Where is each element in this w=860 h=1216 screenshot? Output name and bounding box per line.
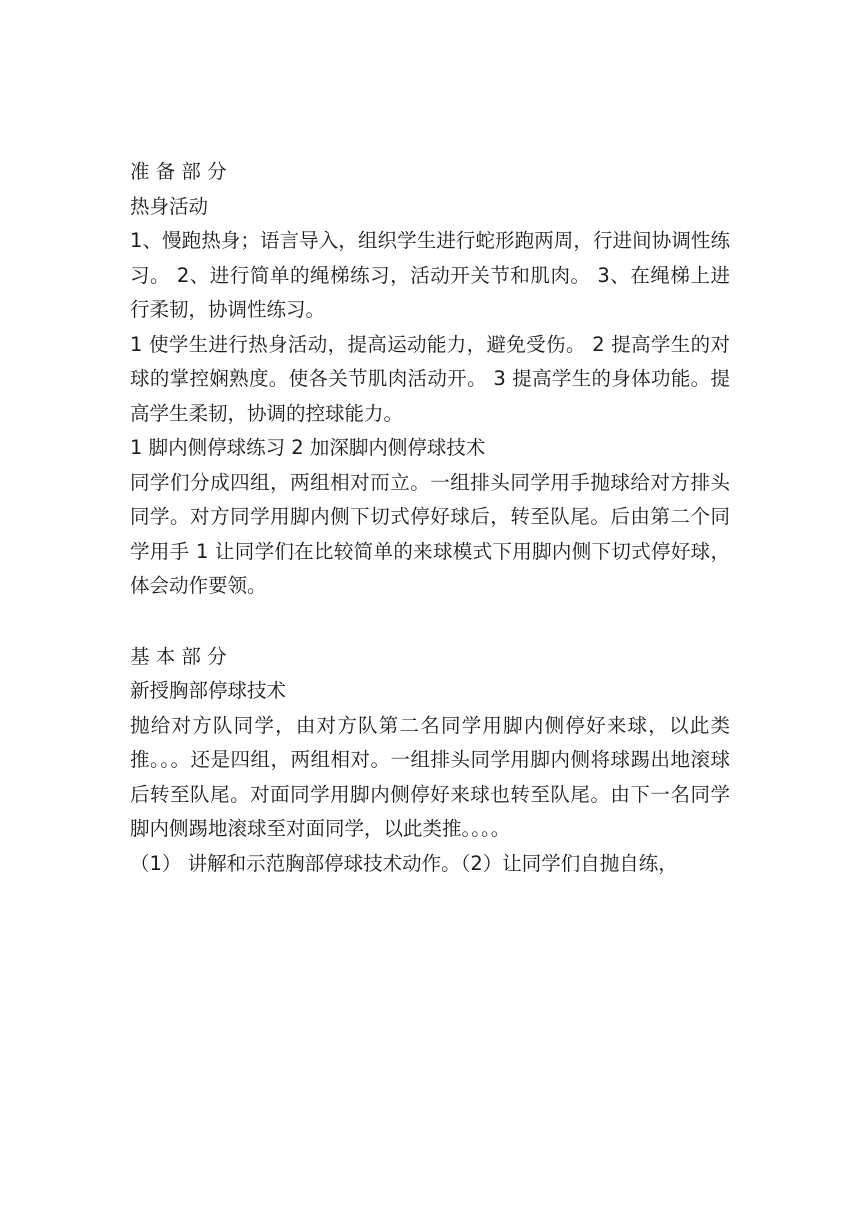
paragraph: 1 脚内侧停球练习 2 加深脚内侧停球技术 bbox=[130, 436, 486, 459]
paragraph: 1 使学生进行热身活动，提高运动能力，避免受伤。 2 提高学生的对球的掌控娴熟度。使各关节肌肉活动开。 3 提高学生的身体功能。提高学生柔韧，协调的控球能力。 bbox=[130, 332, 730, 425]
paragraph: 抛给对方队同学，由对方队第二名同学用脚内侧停好来球，以此类推。。。还是四组，两组相对。一组排头同学用脚内侧将球踢出地滚球后转至队尾。对面同学用脚内侧停好来球也转至队尾。由下一名同学脚内侧踢地滚球至对面同学，以此类推。。。。 bbox=[130, 713, 730, 840]
section-heading-basic: 基 本 部 分 bbox=[130, 644, 227, 668]
section-gap bbox=[130, 604, 730, 640]
section-subheading-chest-trap: 新授胸部停球技术 bbox=[130, 679, 287, 702]
section-heading-preparation: 准 备 部 分 bbox=[130, 160, 227, 183]
paragraph: 1、慢跑热身；语言导入，组织学生进行蛇形跑两周，行进间协调性练习。 2、进行简单的绳梯练习，活动开关节和肌肉。 3、在绳梯上进行柔韧，协调性练习。 bbox=[130, 229, 730, 321]
section-subheading-warmup: 热身活动 bbox=[130, 194, 209, 218]
paragraph: 同学们分成四组，两组相对而立。一组排头同学用手抛球给对方排头同学。对方同学用脚内侧下切式停好球后，转至队尾。后由第二个同学用手 1 让同学们在比较简单的来球模式下用脚内侧下切式停好球，体会动作要领。 bbox=[130, 470, 730, 597]
document-body bbox=[130, 155, 730, 881]
paragraph: （1） 讲解和示范胸部停球技术动作。（2）让同学们自抛自练， bbox=[130, 851, 678, 875]
